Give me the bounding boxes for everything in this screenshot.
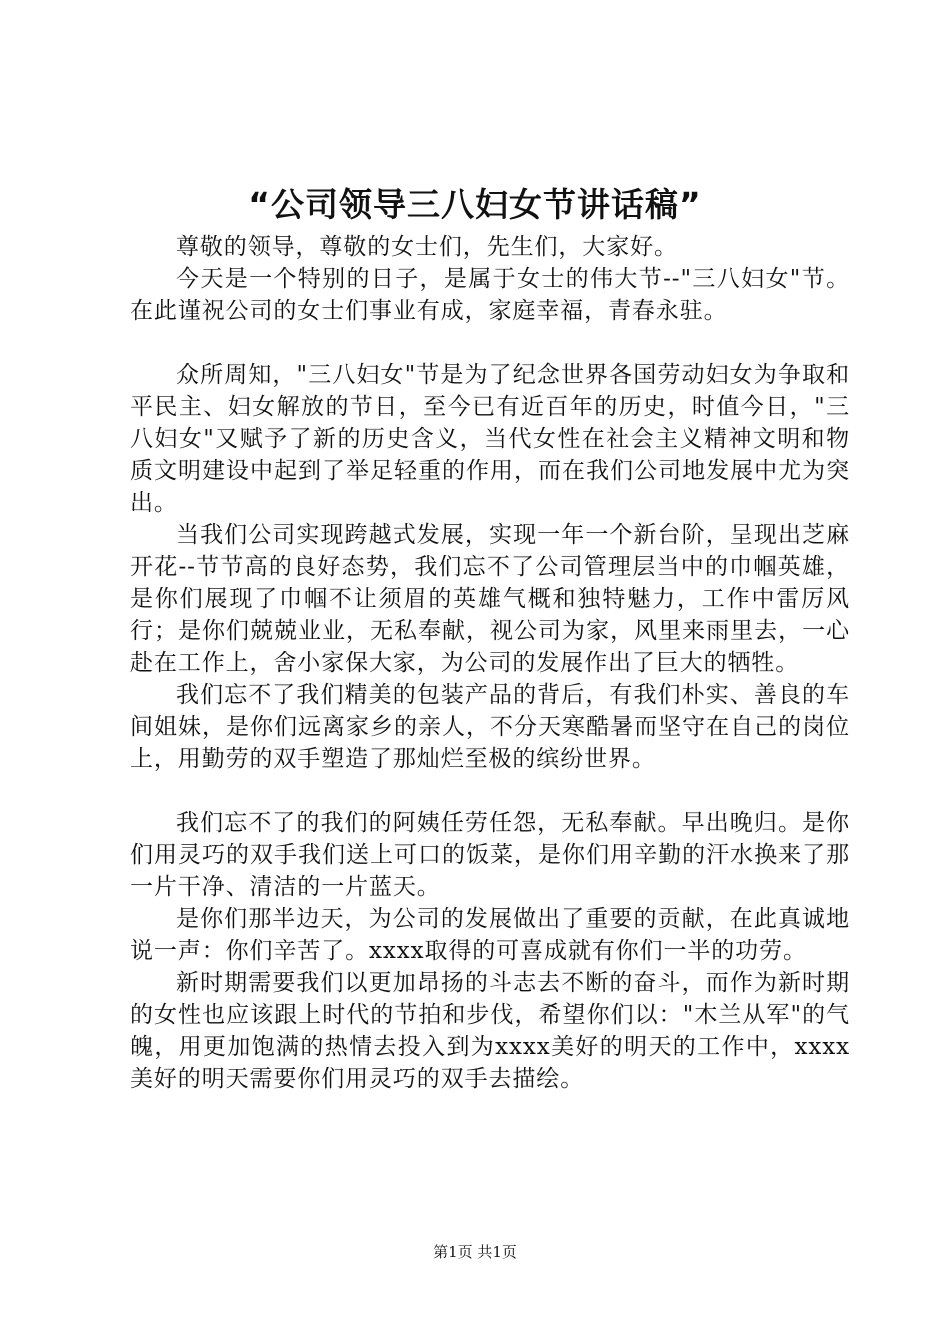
paragraph-history: 众所周知，"三八妇女"节是为了纪念世界各国劳动妇女为争取和平民主、妇女解放的节日，至今已有近百年的历史，时值今日，"三八妇女"又赋予了新的历史含义，当代女性在社会主义精神文明和物质文明建设中起到了举足轻重的作用，而在我们公司地发展中尤为突出。 xyxy=(130,362,850,516)
paragraph-gap xyxy=(130,775,850,807)
paragraph-greeting: 尊敬的领导，尊敬的女士们，先生们，大家好。 xyxy=(176,234,678,260)
paragraph-management: 当我们公司实现跨越式发展，实现一年一个新台阶，呈现出芝麻开花--节节高的良好态势，我们忘不了公司管理层当中的巾帼英雄，是你们展现了巾帼不让须眉的英雄气概和独特魅力，工作中雷厉风行；是你们兢兢业业，无私奉献，视公司为家，风里来雨里去，一心赴在工作上，舍小家保大家，为公司的发展作出了巨大的牺牲。 xyxy=(130,522,850,676)
document-title: “公司领导三八妇女节讲话稿” xyxy=(248,185,702,224)
page-footer: 第1页 共1页 xyxy=(433,1243,517,1261)
paragraph-festival-wish: 今天是一个特别的日子，是属于女士的伟大节--"三八妇女"节。在此谨祝公司的女士们事业有成，家庭幸福，青春永驻。 xyxy=(130,266,850,324)
paragraph-thanks: 是你们那半边天，为公司的发展做出了重要的贡献，在此真诚地说一声：你们辛苦了。xxxx取得的可喜成就有你们一半的功劳。 xyxy=(130,906,850,964)
paragraph-staff: 我们忘不了的我们的阿姨任劳任怨，无私奉献。早出晚归。是你们用灵巧的双手我们送上可口的饭菜，是你们用辛勤的汗水换来了那一片干净、清洁的一片蓝天。 xyxy=(130,810,850,900)
paragraph-future: 新时期需要我们以更加昂扬的斗志去不断的奋斗，而作为新时期的女性也应该跟上时代的节拍和步伐，希望你们以："木兰从军"的气魄，用更加饱满的热情去投入到为xxxx美好的明天的工作中，xxxx美好的明天需要你们用灵巧的双手去描绘。 xyxy=(130,970,850,1092)
paragraph-gap xyxy=(130,327,850,359)
document-body xyxy=(130,231,850,1095)
paragraph-workshop: 我们忘不了我们精美的包装产品的背后，有我们朴实、善良的车间姐妹，是你们远离家乡的亲人，不分天寒酷暑而坚守在自己的岗位上，用勤劳的双手塑造了那灿烂至极的缤纷世界。 xyxy=(130,682,850,772)
